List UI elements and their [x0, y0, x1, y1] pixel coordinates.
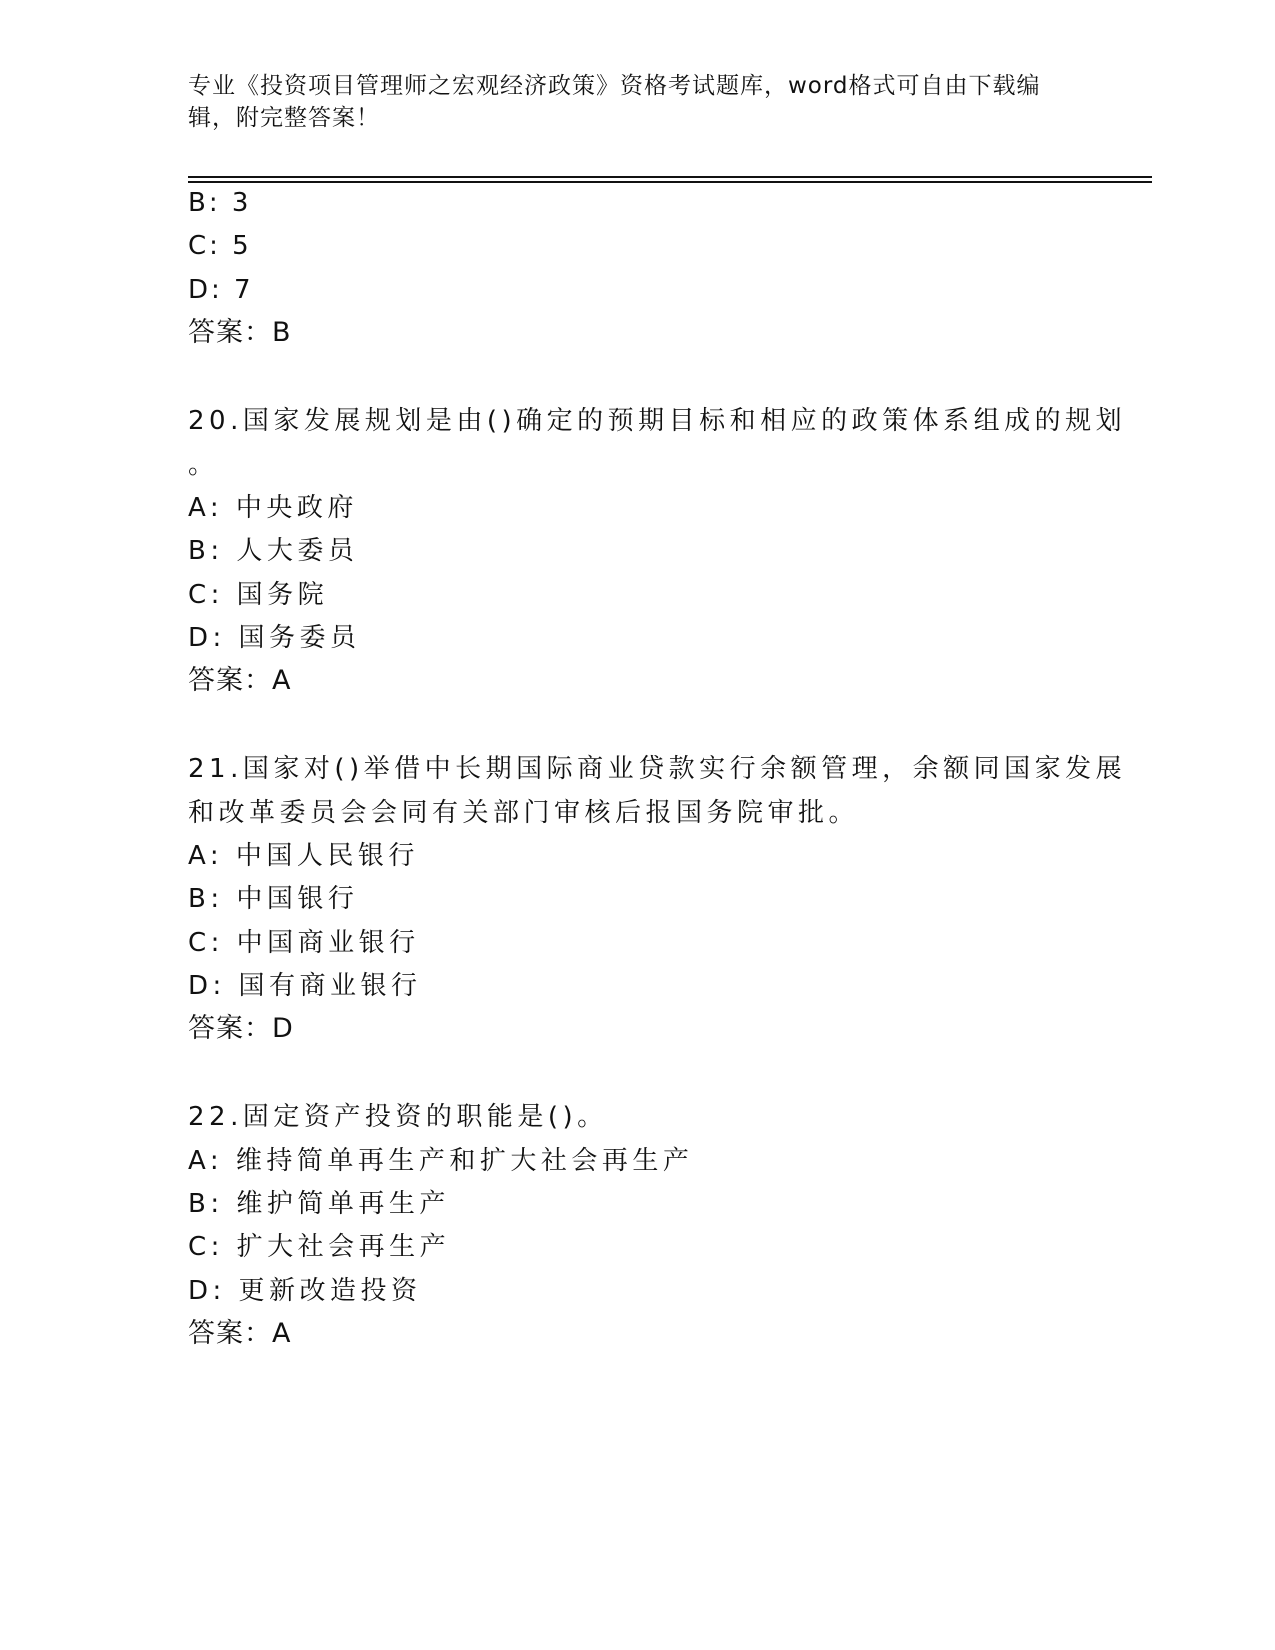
q20-stem-line2: 。 — [188, 450, 218, 480]
q19-option-b: B: 3 — [188, 188, 252, 218]
q20-option-b: B: 人大委员 — [188, 536, 359, 566]
q21-stem-line2: 和改革委员会会同有关部门审核后报国务院审批。 — [188, 798, 860, 828]
q22-option-c: C: 扩大社会再生产 — [188, 1232, 451, 1262]
q20-option-a: A: 中央政府 — [188, 493, 358, 523]
q19-option-d: D: 7 — [188, 275, 254, 305]
q22-option-d: D: 更新改造投资 — [188, 1276, 422, 1306]
q21-option-d: D: 国有商业银行 — [188, 971, 422, 1001]
q21-option-c: C: 中国商业银行 — [188, 928, 420, 958]
q20-answer: 答案：A — [188, 665, 292, 696]
header-rule-top — [188, 176, 1152, 178]
q22-stem-line1: 22.固定资产投资的职能是()。 — [188, 1102, 608, 1132]
q20-option-c: C: 国务院 — [188, 580, 329, 610]
q22-option-a: A: 维持简单再生产和扩大社会再生产 — [188, 1146, 694, 1176]
q19-answer: 答案：B — [188, 317, 292, 348]
q21-option-b: B: 中国银行 — [188, 884, 359, 914]
q19-option-c: C: 5 — [188, 231, 252, 261]
q21-answer: 答案：D — [188, 1013, 294, 1044]
q21-stem-line1: 21.国家对()举借中长期国际商业贷款实行余额管理，余额同国家发展 — [188, 754, 1127, 784]
q20-stem-line1: 20.国家发展规划是由()确定的预期目标和相应的政策体系组成的规划 — [188, 406, 1127, 436]
header-rule-bottom — [188, 181, 1152, 183]
q22-answer: 答案：A — [188, 1318, 292, 1349]
q21-option-a: A: 中国人民银行 — [188, 841, 419, 871]
document-header: 专业《投资项目管理师之宏观经济政策》资格考试题库，word格式可自由下载编辑，附完整答案！ — [188, 73, 1041, 131]
q22-option-b: B: 维护简单再生产 — [188, 1189, 450, 1219]
q20-option-d: D: 国务委员 — [188, 623, 361, 653]
